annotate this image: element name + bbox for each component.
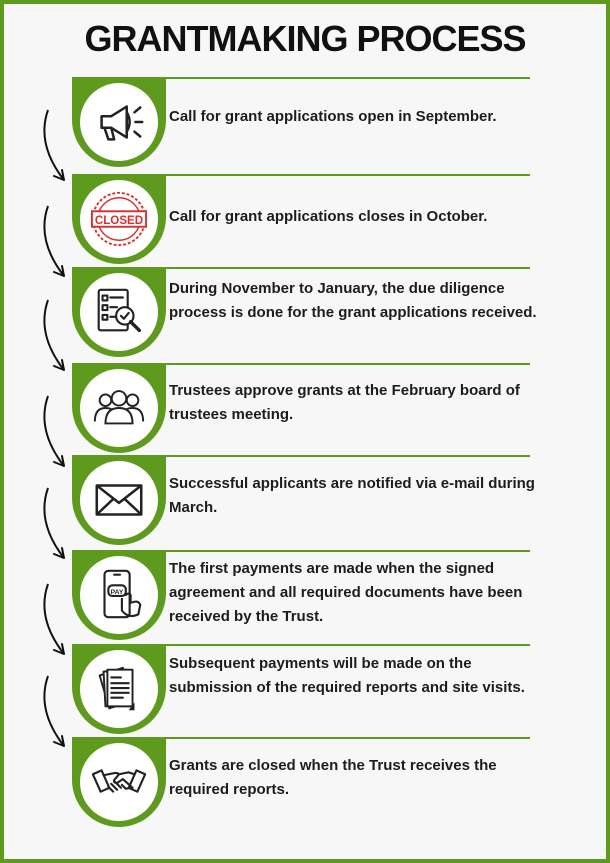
step-text: Trustees approve grants at the February board of trustees meeting. xyxy=(169,382,520,423)
curved-arrow-icon xyxy=(30,578,80,666)
step-5 xyxy=(4,455,606,545)
step-text: Call for grant applications open in September. xyxy=(169,108,497,125)
step-8 xyxy=(4,737,606,827)
pay-label: PAY xyxy=(110,589,124,597)
step-text: Grants are closed when the Trust receives the required reports. xyxy=(169,757,497,798)
step-icon-badge xyxy=(72,737,166,827)
step-4 xyxy=(4,363,606,453)
group-people-icon xyxy=(90,379,148,437)
step-text: The first payments are made when the signed agreement and all required documents have been received by the Trust. xyxy=(169,560,523,625)
step-divider xyxy=(118,174,530,176)
closed-stamp-icon xyxy=(90,190,148,248)
step-divider xyxy=(118,267,530,269)
curved-arrow-icon xyxy=(30,390,80,478)
megaphone-icon xyxy=(90,93,148,151)
curved-arrow-icon xyxy=(30,482,80,570)
step-divider xyxy=(118,77,530,79)
step-6 xyxy=(4,550,606,640)
curved-arrow-icon xyxy=(30,200,80,288)
step-text: Successful applicants are notified via e-mail during March. xyxy=(169,475,535,516)
step-icon-badge xyxy=(72,644,166,734)
step-icon-badge xyxy=(72,363,166,453)
stamp-label: CLOSED xyxy=(94,213,144,227)
checklist-magnifier-icon xyxy=(90,283,148,341)
step-divider xyxy=(118,644,530,646)
step-text: During November to January, the due diligence process is done for the grant applications received. xyxy=(169,280,537,321)
step-icon-badge xyxy=(72,174,166,264)
documents-icon xyxy=(90,660,148,718)
step-7 xyxy=(4,644,606,734)
step-3 xyxy=(4,267,606,357)
step-icon-badge xyxy=(72,267,166,357)
step-2 xyxy=(4,174,606,264)
step-divider xyxy=(118,363,530,365)
step-divider xyxy=(118,737,530,739)
phone-pay-icon xyxy=(90,566,148,624)
curved-arrow-icon xyxy=(30,670,80,758)
curved-arrow-icon xyxy=(30,294,80,382)
envelope-icon xyxy=(90,471,148,529)
step-divider xyxy=(118,550,530,552)
step-icon-badge xyxy=(72,455,166,545)
step-text: Subsequent payments will be made on the submission of the required reports and site visits. xyxy=(169,655,525,696)
step-icon-badge xyxy=(72,77,166,167)
step-text: Call for grant applications closes in October. xyxy=(169,208,488,225)
page-title: GRANTMAKING PROCESS xyxy=(84,18,526,59)
step-icon-badge xyxy=(72,550,166,640)
step-divider xyxy=(118,455,530,457)
curved-arrow-icon xyxy=(30,104,80,192)
handshake-icon xyxy=(90,753,148,811)
step-1 xyxy=(4,77,606,167)
